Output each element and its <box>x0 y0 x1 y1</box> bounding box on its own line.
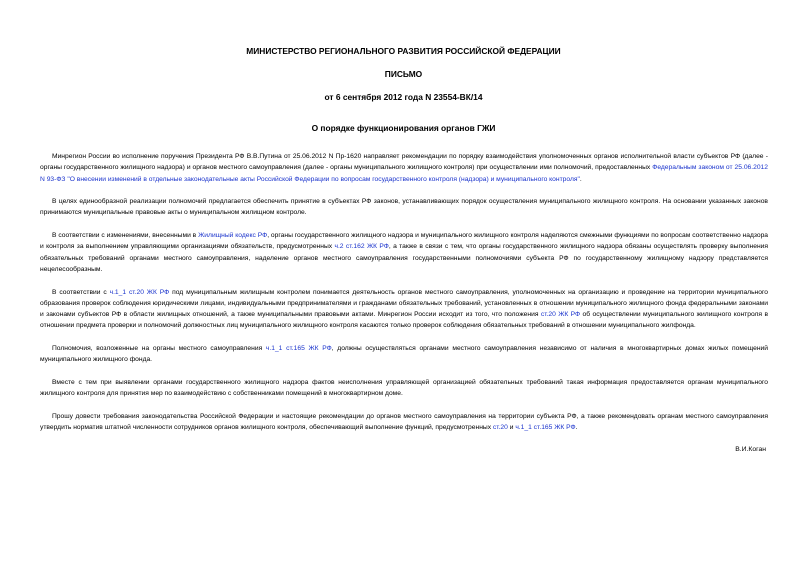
paragraph-5-text-a: Полномочия, возложенные на органы местного самоуправления <box>52 345 266 353</box>
paragraph-2: В целях единообразной реализации полномочий предлагается обеспечить принятие в субъектах РФ законов, устанавливающих порядок осуществления муниципального жилищного контроля. На основании указанных законов принимаются муниципальные правовые акты о муниципальном жилищном контроле. <box>40 198 768 217</box>
paragraph-3-text-c: , а также в связи с тем, что органы государственного жилищного надзора обязаны осуществлять проверку выполнения обязательных требований органами местного самоуправления, наделение органов местного самоуправления государственными полномочиями субъекта РФ по государственному жилищному надзору представляется нецелесообразным. <box>40 243 768 273</box>
article-20-part-1-1-link[interactable]: ч.1_1 ст.20 ЖК РФ <box>109 288 170 296</box>
paragraph-3 <box>40 230 768 275</box>
paragraph-1-text-b: . <box>579 175 582 183</box>
paragraph-6: Вместе с тем при выявлении органами государственного жилищного надзора фактов неисполнения управляющей организацией обязательных требований такая информация предоставляется органам муниципального жилищного контроля для принятия мер по взаимодействию с собственниками помещений в многоквартирном доме. <box>40 378 768 398</box>
law-93fz-link[interactable]: Федеральным законом от 25.06.2012 N 93-ФЗ "О внесении изменений в отдельные законодательные акты Российской Федерации по вопросам государственного контроля (надзора) и муниципального контроля" <box>40 164 768 183</box>
paragraph-4-text-b: под муниципальным жилищным контролем понимается деятельность органов местного самоуправления, уполномоченных на организацию и проведение на территории муниципального образования проверок соблюдения юридическими лицами, индивидуальными предпринимателями и гражданами обязательных требований, установленных в отношении муниципального жилищного фонда федеральными законами и законами субъектов РФ в области жилищных отношений, а также муниципальными правовыми актами. Минрегион России исходит из того, что положения <box>40 288 768 319</box>
paragraph-5-text-b: , должны осуществляться органами местного самоуправления независимо от наличия в многоквартирных домах жилых помещений муниципального жилищного фонда. <box>40 345 768 364</box>
document-date-number: от 6 сентября 2012 года N 23554-ВК/14 <box>324 92 483 102</box>
paragraph-3-text-b: , органы государственного жилищного надзора и муниципального жилищного контроля наделяются смежными функциями по вопросам соответственно надзора и контроля за выполнением управляющими организациями обязательств, предусмотренных <box>40 232 769 251</box>
paragraph-4-text-c: об осуществлении муниципального жилищного контроля в отношении предмета проверки и полномочий должностных лиц муниципального жилищного контроля касаются только проверок соблюдения обязательных требований в отношении муниципального жилфонда. <box>40 311 768 330</box>
document-body <box>40 151 768 445</box>
paragraph-7-text-c: . <box>575 424 578 432</box>
paragraph-4-text-a: В соответствии с <box>52 288 110 296</box>
paragraph-1-text-a: Минрегион России во исполнение поручения Президента РФ В.В.Путина от 25.06.2012 N Пр-1620 направляет рекомендации по порядку взаимодействия уполномоченных органов исполнительной власти субъектов РФ (далее - органы государственного жилищного надзора) и органов местного самоуправления (далее - органы муниципального жилищного контроля) при осуществлении ими полномочий, предоставленных <box>40 153 768 172</box>
article-20-link-2[interactable]: ст.20 <box>492 424 508 432</box>
document-type: ПИСЬМО <box>384 69 423 79</box>
paragraph-7-text-b: и <box>507 424 516 432</box>
article-165-link[interactable]: ч.1_1 ст.165 ЖК РФ <box>265 345 332 353</box>
paragraph-3-text-a: В соответствии с изменениями, внесенными в <box>52 232 199 240</box>
paragraph-1 <box>40 151 768 185</box>
signature: В.И.Коган <box>735 446 766 453</box>
paragraph-7-text-a: Прошу довести требования законодательства Российской Федерации и настоящие рекомендации до органов местного самоуправления на территории субъекта РФ, а также рекомендовать органам местного самоуправления утвердить норматив штатной численности сотрудников органов жилищного контроля, обеспечивающий выполнение функций, предусмотренных <box>40 412 768 432</box>
paragraph-7 <box>40 411 768 434</box>
paragraph-4 <box>40 287 768 332</box>
ministry-title: МИНИСТЕРСТВО РЕГИОНАЛЬНОГО РАЗВИТИЯ РОССИЙСКОЙ ФЕДЕРАЦИИ <box>246 46 561 56</box>
article-162-link[interactable]: ч.2 ст.162 ЖК РФ <box>334 243 389 251</box>
article-165-link-2[interactable]: ч.1_1 ст.165 ЖК РФ <box>515 424 576 432</box>
article-20-link[interactable]: ст.20 ЖК РФ <box>540 311 581 319</box>
document-subject: О порядке функционирования органов ГЖИ <box>311 123 496 133</box>
housing-code-link[interactable]: Жилищный кодекс РФ <box>198 232 268 240</box>
paragraph-5 <box>40 343 768 366</box>
